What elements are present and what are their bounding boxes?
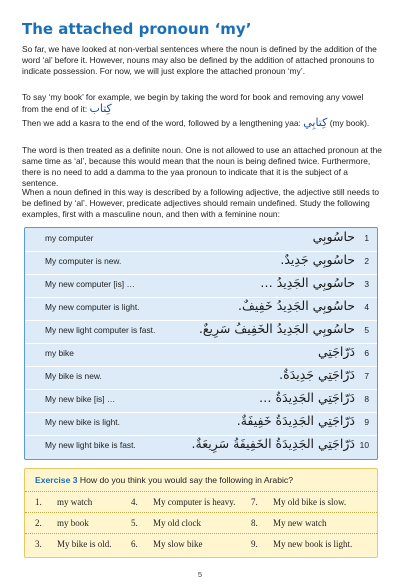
example-row bbox=[25, 320, 377, 344]
exercise-item-number: 7. bbox=[251, 497, 258, 507]
exercise-item-text: my watch bbox=[57, 497, 93, 507]
exercise-item bbox=[251, 518, 327, 528]
example-arabic: حاسُوبِي الجَدِيدُ خَفِيفٌ. bbox=[238, 298, 355, 313]
example-arabic: حاسُوبِي الجَدِيدُ … bbox=[260, 275, 355, 290]
exercise-item bbox=[35, 539, 112, 549]
definite-paragraph: The word is then treated as a definite noun. One is not allowed to use an attached pronoun at the same time as ‘al’, because this would mean that the noun is being defined twice. Furthermore, there is no need to add a damma to the yaa pronoun to indicate that it is the subject of a sentence. bbox=[22, 145, 382, 188]
example-number: 10 bbox=[359, 440, 369, 450]
example-row bbox=[25, 343, 377, 367]
exercise-item-number: 1. bbox=[35, 497, 42, 507]
example-english: My bike is new. bbox=[45, 371, 102, 381]
example-arabic: دَرّاجَتِي جَدِيدَةٌ. bbox=[279, 367, 355, 382]
example-number: 8 bbox=[364, 394, 369, 404]
exercise-item-text: my book bbox=[57, 518, 89, 528]
example-row bbox=[25, 435, 377, 458]
example-english: My new computer is light. bbox=[45, 302, 140, 312]
exercise-item bbox=[251, 497, 346, 507]
section-title: The attached pronoun ‘my’ bbox=[22, 20, 252, 38]
exercise-item bbox=[131, 539, 203, 549]
exercise-header bbox=[35, 475, 293, 485]
example-arabic: دَرّاجَتِي الجَدِيدَةُ … bbox=[259, 390, 355, 405]
example-number: 5 bbox=[364, 325, 369, 335]
exercise-item bbox=[35, 497, 92, 507]
example-number: 1 bbox=[364, 233, 369, 243]
arabic-word-book: كِتاب bbox=[89, 102, 112, 115]
exercise-divider bbox=[25, 491, 377, 492]
exercise-item-number: 9. bbox=[251, 539, 258, 549]
example-arabic: حاسُوبِي bbox=[312, 229, 355, 244]
book-paragraph bbox=[22, 92, 382, 115]
example-row bbox=[25, 389, 377, 413]
arabic-word-my-book: كِتابِي bbox=[303, 116, 328, 129]
exercise-item-text: My new book is light. bbox=[273, 539, 353, 549]
intro-paragraph: So far, we have looked at non-verbal sentences where the noun is defined by the addition of the word ‘al’ before it. However, nouns may also be defined by the addition of attached pronouns to indicate possession. For now, we will just explore the attached pronoun ‘my’. bbox=[22, 44, 377, 76]
exercise-item-number: 6. bbox=[131, 539, 138, 549]
example-number: 3 bbox=[364, 279, 369, 289]
exercise-item bbox=[251, 539, 352, 549]
exercise-item-text: My computer is heavy. bbox=[153, 497, 236, 507]
exercise-box bbox=[24, 468, 378, 558]
exercise-item bbox=[35, 518, 89, 528]
book-paragraph-text: To say ‘my book’ for example, we begin by taking the word for book and removing any vowel from the end of it: bbox=[22, 92, 364, 114]
example-arabic: دَرّاجَتِي الجَدِيدَةُ خَفِيفَةٌ. bbox=[236, 413, 355, 428]
example-number: 9 bbox=[364, 417, 369, 427]
example-number: 2 bbox=[364, 256, 369, 266]
example-arabic: دَرّاجَتِي bbox=[318, 344, 355, 359]
example-row bbox=[25, 297, 377, 321]
exercise-item-text: My old clock bbox=[153, 518, 201, 528]
example-english: My new computer [is] … bbox=[45, 279, 135, 289]
example-number: 7 bbox=[364, 371, 369, 381]
exercise-item bbox=[131, 518, 201, 528]
example-arabic: دَرّاجَتِي الجَدِيدَةُ الخَفِيفَةُ سَرِيعَةٌ. bbox=[191, 436, 355, 451]
exercise-divider bbox=[25, 512, 377, 513]
adjective-paragraph: When a noun defined in this way is described by a following adjective, the adjective still needs to be defined by ‘al’. However, predicate adjectives should remain undefined. Study the following examples, first with a masculine noun, and then with a feminine noun: bbox=[22, 187, 380, 219]
exercise-item-number: 8. bbox=[251, 518, 258, 528]
example-arabic: حاسُوبِي جَدِيدٌ. bbox=[280, 252, 355, 267]
example-row bbox=[25, 228, 377, 252]
example-english: my computer bbox=[45, 233, 94, 243]
example-english: My new light computer is fast. bbox=[45, 325, 156, 335]
example-english: My computer is new. bbox=[45, 256, 122, 266]
example-english: My new light bike is fast. bbox=[45, 440, 136, 450]
example-row bbox=[25, 412, 377, 436]
exercise-item-text: My old bike is slow. bbox=[273, 497, 347, 507]
example-row bbox=[25, 251, 377, 275]
page-number: 5 bbox=[197, 570, 203, 579]
example-number: 6 bbox=[364, 348, 369, 358]
example-row bbox=[25, 366, 377, 390]
exercise-label: Exercise 3 bbox=[35, 475, 78, 485]
exercise-item-number: 4. bbox=[131, 497, 138, 507]
exercise-item-number: 5. bbox=[131, 518, 138, 528]
example-english: My new bike [is] … bbox=[45, 394, 116, 404]
exercise-divider bbox=[25, 533, 377, 534]
example-english: My new bike is light. bbox=[45, 417, 120, 427]
example-english: my bike bbox=[45, 348, 74, 358]
exercise-item-text: My slow bike bbox=[153, 539, 203, 549]
exercise-prompt: How do you think you would say the following in Arabic? bbox=[79, 475, 293, 485]
kasra-paragraph-text: Then we add a kasra to the end of the word, followed by a lengthening yaa: bbox=[22, 118, 301, 128]
kasra-paragraph bbox=[22, 117, 382, 129]
exercise-item-text: My bike is old. bbox=[57, 539, 112, 549]
example-arabic: حاسُوبِي الجَدِيدُ الخَفِيفُ سَرِيعٌ. bbox=[198, 321, 355, 336]
example-number: 4 bbox=[364, 302, 369, 312]
exercise-item-number: 2. bbox=[35, 518, 42, 528]
kasra-paragraph-gloss: (my book). bbox=[329, 118, 370, 128]
exercise-item-text: My new watch bbox=[273, 518, 327, 528]
example-row bbox=[25, 274, 377, 298]
examples-box bbox=[24, 227, 378, 460]
exercise-item-number: 3. bbox=[35, 539, 42, 549]
exercise-item bbox=[131, 497, 235, 507]
